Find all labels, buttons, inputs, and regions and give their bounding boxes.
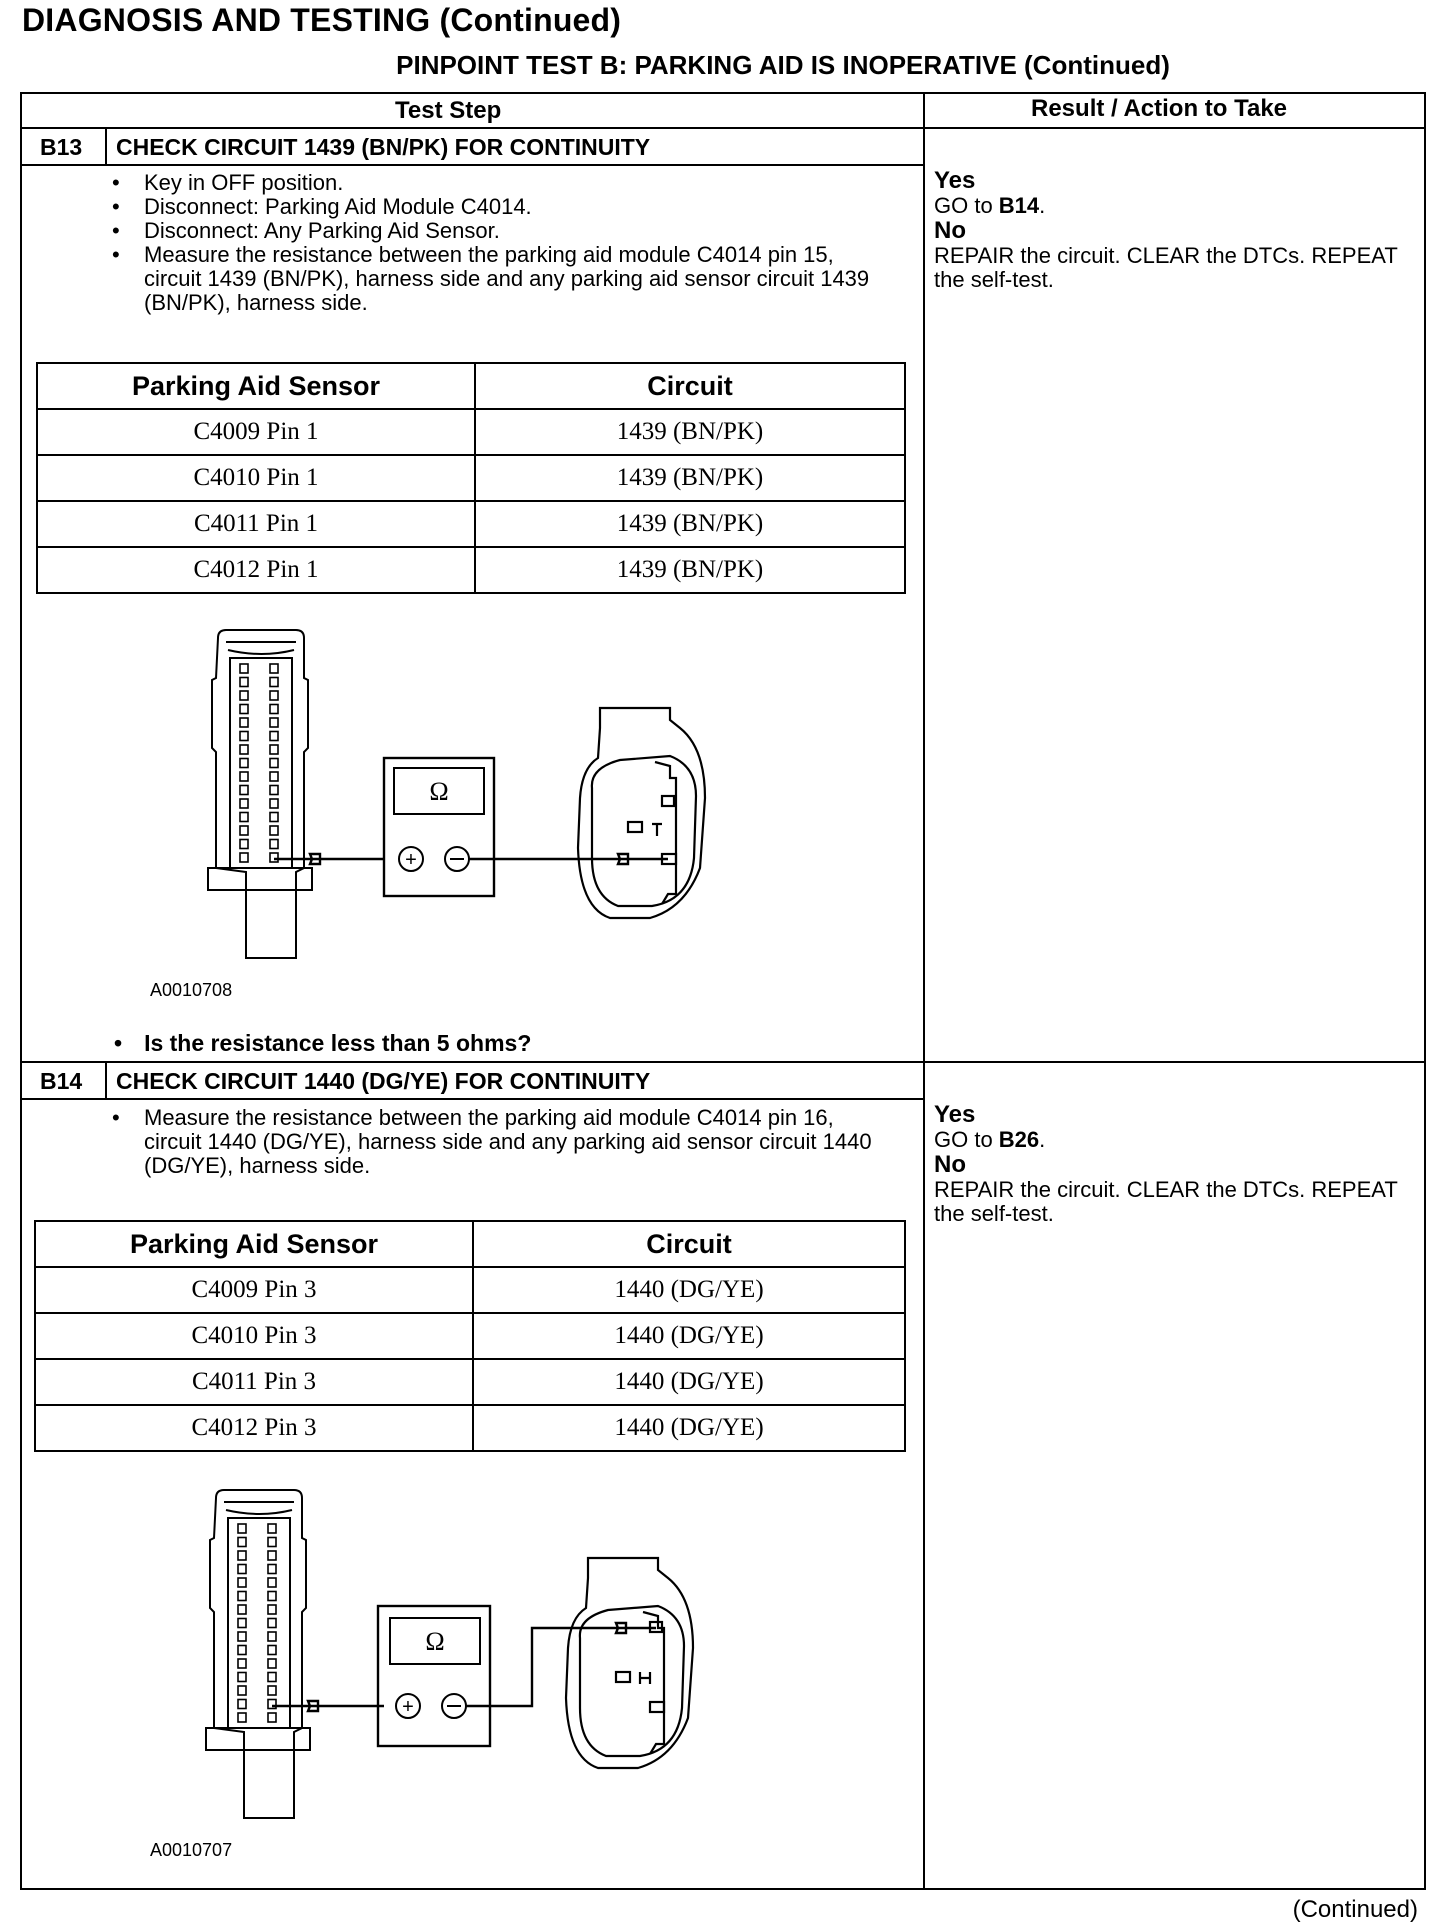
b13-title-rule [20, 164, 925, 166]
table-cell: 1440 (DG/YE) [473, 1267, 905, 1313]
result-action [934, 168, 1404, 292]
b14-title-rule [20, 1098, 925, 1100]
table-cell: C4009 Pin 3 [35, 1267, 473, 1313]
yes-action-prefix: GO to [934, 1127, 999, 1152]
pin-cavity [268, 1713, 276, 1722]
pin-cavity [268, 1659, 276, 1668]
table-cell: C4012 Pin 3 [35, 1405, 473, 1451]
pin-cavity [268, 1646, 276, 1655]
pin-cavity [238, 1565, 246, 1574]
table-cell: 1439 (BN/PK) [475, 409, 905, 455]
table-cell: C4010 Pin 3 [35, 1313, 473, 1359]
pin-cavity [238, 1713, 246, 1722]
circuit-table [36, 362, 906, 594]
pin-cavity [270, 786, 278, 795]
pin-cavity [268, 1551, 276, 1560]
pin-cavity [240, 759, 248, 768]
table-cell: 1439 (BN/PK) [475, 501, 905, 547]
pin-cavity [240, 826, 248, 835]
sensor-connector [578, 708, 705, 918]
no-action: REPAIR the circuit. CLEAR the DTCs. REPEAT the self-test. [934, 243, 1398, 292]
pin-cavity [238, 1659, 246, 1668]
pin-cavity [240, 732, 248, 741]
column-header-result: Result / Action to Take [1031, 95, 1288, 122]
figure-code: A0010708 [150, 980, 233, 1000]
module-test-lead [274, 854, 384, 864]
step-question: • Is the resistance less than 5 ohms? [110, 1030, 531, 1057]
table-row [37, 455, 905, 501]
ohm-symbol: Ω [425, 1627, 445, 1656]
pin-cavity [268, 1619, 276, 1628]
step-id: B14 [40, 1068, 83, 1094]
table-row [37, 501, 905, 547]
sensor-test-lead [466, 1623, 656, 1706]
step-title: CHECK CIRCUIT 1439 (BN/PK) FOR CONTINUITY [116, 134, 651, 160]
pin-cavity [268, 1632, 276, 1641]
instruction-item: • Key in OFF position. [98, 171, 888, 195]
pin-cavity [238, 1578, 246, 1587]
b13-id-divider [105, 127, 107, 165]
circuit-table [34, 1220, 906, 1452]
result-action [934, 1102, 1404, 1226]
pin-cavity [270, 745, 278, 754]
instruction-list [98, 1106, 888, 1178]
yes-action-suffix: . [1039, 193, 1046, 218]
no-action: REPAIR the circuit. CLEAR the DTCs. REPEAT the self-test. [934, 1177, 1398, 1226]
pin-cavity [238, 1673, 246, 1682]
table-row [37, 409, 905, 455]
instruction-item: • Disconnect: Parking Aid Module C4014. [98, 195, 888, 219]
pin-cavity [268, 1592, 276, 1601]
table-row [35, 1267, 905, 1313]
pin-cavity [270, 772, 278, 781]
sensor-connector [566, 1558, 693, 1768]
svg-text:+: + [405, 849, 417, 871]
pin-cavity [270, 840, 278, 849]
figure-code: A0010707 [150, 1840, 233, 1860]
pin-cavity [240, 799, 248, 808]
pin-cavity [270, 732, 278, 741]
module-pins [238, 1524, 276, 1722]
pin-cavity [270, 853, 278, 862]
pin-cavity [270, 759, 278, 768]
instruction-item: • Measure the resistance between the parking aid module C4014 pin 15, circuit 1439 (BN/PK), harness side and any parking aid sensor circuit 1439 (BN/PK), harness side. [98, 243, 888, 315]
pin-cavity [238, 1686, 246, 1695]
ohm-symbol: Ω [429, 777, 449, 806]
table-cell: 1440 (DG/YE) [473, 1405, 905, 1451]
yes-action [934, 1128, 1404, 1152]
pin-cavity [240, 772, 248, 781]
pin-cavity [268, 1673, 276, 1682]
table-header: Circuit [475, 363, 905, 409]
test-title: PINPOINT TEST B: PARKING AID IS INOPERATIVE (Continued) [396, 50, 1170, 80]
yes-action-target: B14 [998, 193, 1040, 218]
table-cell: 1439 (BN/PK) [475, 547, 905, 593]
pin-cavity [240, 691, 248, 700]
yes-label: Yes [934, 1101, 976, 1128]
pin-cavity [270, 691, 278, 700]
pin-cavity [270, 664, 278, 673]
table-cell: C4011 Pin 1 [37, 501, 475, 547]
sensor-test-lead [469, 854, 668, 864]
pin-cavity [238, 1619, 246, 1628]
instruction-item: • Measure the resistance between the parking aid module C4014 pin 16, circuit 1440 (DG/YE), harness side and any parking aid sensor circuit 1440 (DG/YE), harness side. [98, 1106, 888, 1178]
step-id: B13 [40, 134, 83, 160]
table-cell: C4009 Pin 1 [37, 409, 475, 455]
yes-action-suffix: . [1039, 1127, 1046, 1152]
step-title: CHECK CIRCUIT 1440 (DG/YE) FOR CONTINUITY [116, 1068, 651, 1094]
header-rule [20, 127, 1426, 129]
instruction-item: • Disconnect: Any Parking Aid Sensor. [98, 219, 888, 243]
pin-cavity [240, 678, 248, 687]
pin-cavity [270, 826, 278, 835]
pin-cavity [238, 1605, 246, 1614]
pin-cavity [268, 1524, 276, 1533]
pin-cavity [268, 1578, 276, 1587]
pin-cavity [270, 678, 278, 687]
column-header-test-step: Test Step [395, 97, 502, 124]
table-header: Circuit [473, 1221, 905, 1267]
yes-label: Yes [934, 167, 976, 194]
pin-cavity [238, 1646, 246, 1655]
b14-id-divider [105, 1061, 107, 1099]
table-row [37, 547, 905, 593]
pin-cavity [240, 853, 248, 862]
table-row [35, 1359, 905, 1405]
pin-cavity [238, 1632, 246, 1641]
column-divider [923, 92, 925, 1890]
pin-cavity [268, 1686, 276, 1695]
connector-diagram [200, 628, 720, 968]
table-cell: C4010 Pin 1 [37, 455, 475, 501]
module-test-lead [272, 1701, 384, 1711]
pin-cavity [240, 745, 248, 754]
page-title: DIAGNOSIS AND TESTING (Continued) [22, 2, 622, 38]
pin-cavity [268, 1538, 276, 1547]
pin-cavity [238, 1538, 246, 1547]
pin-cavity [268, 1605, 276, 1614]
table-header: Parking Aid Sensor [35, 1221, 473, 1267]
table-row [35, 1313, 905, 1359]
svg-text:+: + [402, 1696, 414, 1718]
pin-cavity [240, 718, 248, 727]
no-label: No [934, 1151, 966, 1178]
module-connector-shape [210, 1490, 306, 1818]
yes-action [934, 194, 1404, 218]
table-cell: C4012 Pin 1 [37, 547, 475, 593]
yes-action-prefix: GO to [934, 193, 999, 218]
table-header: Parking Aid Sensor [37, 363, 475, 409]
pin-cavity [268, 1565, 276, 1574]
table-row [35, 1405, 905, 1451]
module-pins [240, 664, 278, 862]
table-cell: 1440 (DG/YE) [473, 1359, 905, 1405]
yes-action-target: B26 [998, 1127, 1040, 1152]
continued-note: (Continued) [1292, 1896, 1418, 1923]
connector-diagram [198, 1488, 718, 1828]
pin-cavity [238, 1551, 246, 1560]
pin-cavity [238, 1592, 246, 1601]
pin-cavity [240, 786, 248, 795]
table-cell: 1439 (BN/PK) [475, 455, 905, 501]
no-label: No [934, 217, 966, 244]
pin-cavity [240, 664, 248, 673]
pin-cavity [240, 840, 248, 849]
pin-cavity [270, 705, 278, 714]
pin-cavity [240, 705, 248, 714]
module-connector-shape [212, 630, 308, 958]
table-cell: 1440 (DG/YE) [473, 1313, 905, 1359]
table-cell: C4011 Pin 3 [35, 1359, 473, 1405]
pin-cavity [270, 813, 278, 822]
pin-cavity [270, 718, 278, 727]
pin-cavity [240, 813, 248, 822]
pin-cavity [270, 799, 278, 808]
b14-top-rule [20, 1061, 1426, 1063]
pin-cavity [238, 1524, 246, 1533]
instruction-list [98, 171, 888, 315]
pin-cavity [238, 1700, 246, 1709]
